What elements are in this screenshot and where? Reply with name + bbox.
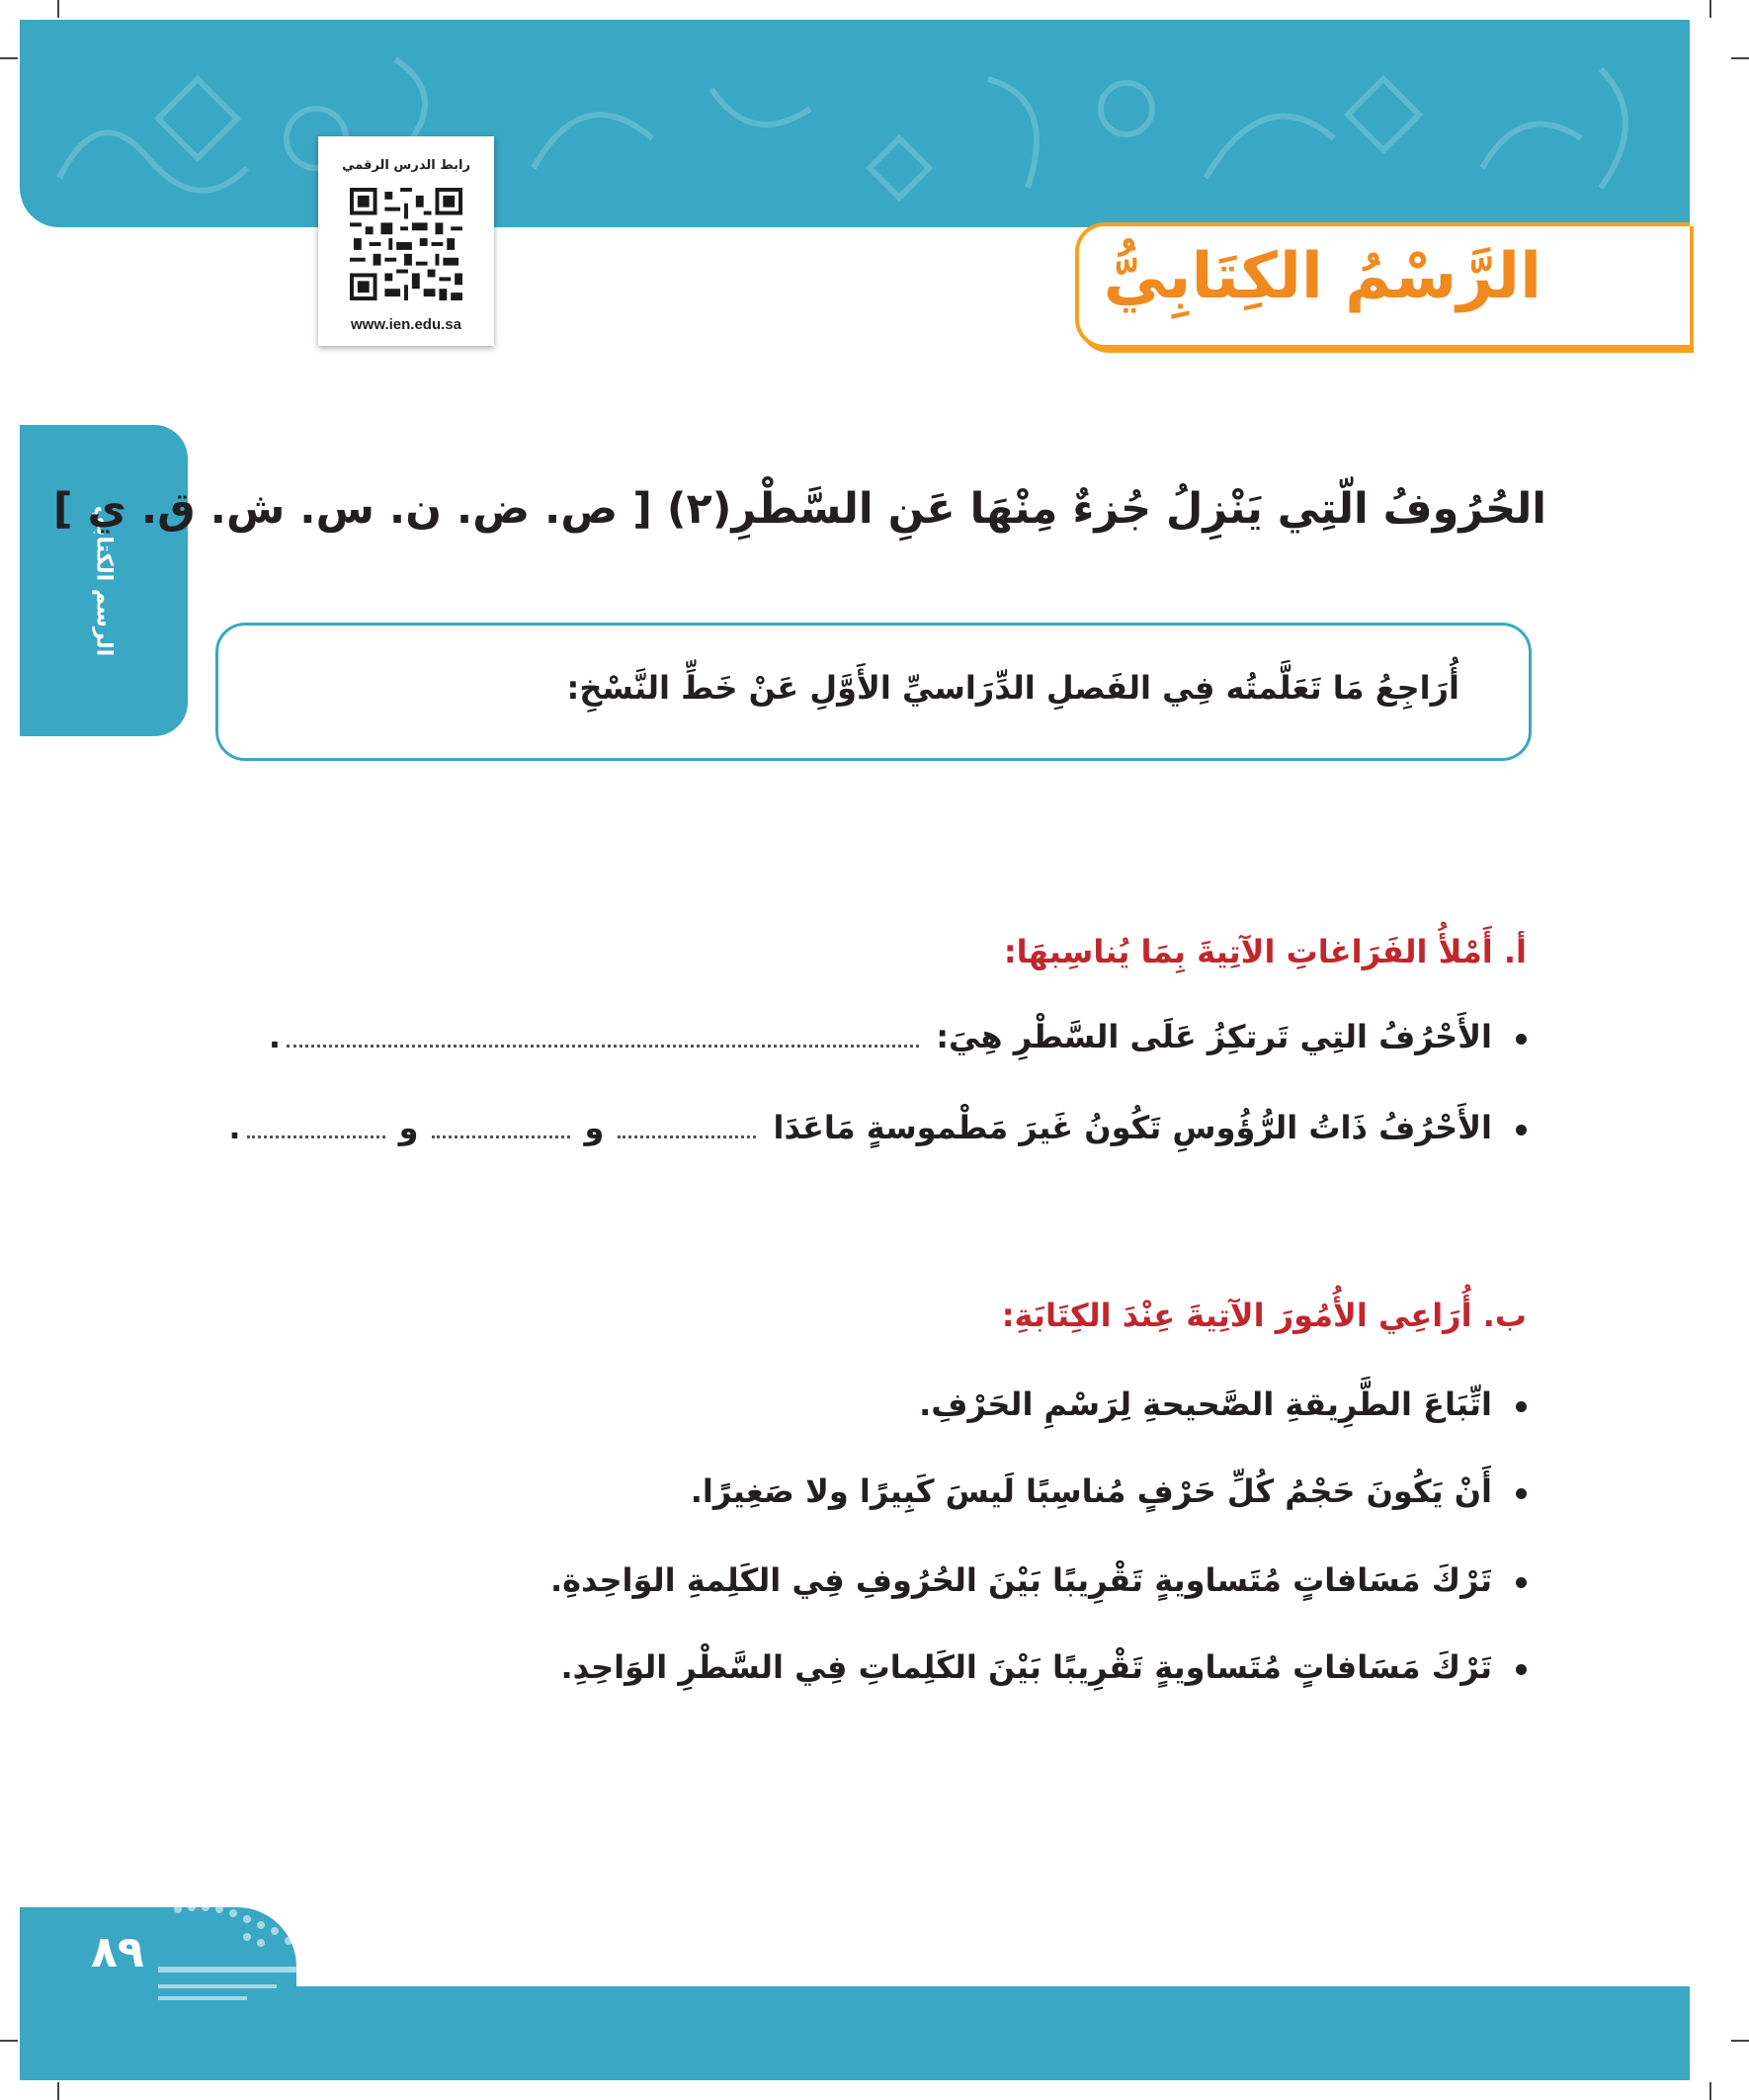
list-item <box>242 1386 1527 1441</box>
crop-mark <box>57 2082 59 2100</box>
header-band <box>20 20 1690 227</box>
review-text: أُرَاجِعُ مَا تَعَلَّمتُه فِي الفَصلِ الدِّرَاسيِّ الأَوَّلِ عَنْ خَطِّ النَّسْخِ: <box>566 669 1459 707</box>
bullet-icon <box>1516 1664 1527 1675</box>
review-box <box>215 623 1532 761</box>
bullet-icon <box>1516 1488 1527 1499</box>
item-end: . <box>268 1018 282 1055</box>
crop-mark <box>0 2040 18 2042</box>
conjunction: و <box>398 1109 419 1146</box>
side-tab-label: الرسم الكتابي <box>91 505 117 656</box>
item-text: تَرْكَ مَسَافاتٍ مُتَساويةٍ تَقْرِيبًا بَيْنَ الحُرُوفِ فِي الكَلِمةِ الوَاحِدةِ. <box>549 1561 1492 1599</box>
calligraphy-pattern <box>20 20 1690 227</box>
item-end: . <box>228 1109 241 1146</box>
crop-mark <box>1731 2040 1749 2042</box>
bullet-icon <box>1516 1125 1527 1135</box>
main-heading: الحُرُوفُ الّتِي يَنْزِلُ جُزءٌ مِنْهَا عَنِ السَّطْرِ(٢) [ ص. ض. ن. س. ش. ق. ي ] <box>52 484 1546 534</box>
qr-url[interactable]: www.ien.edu.sa <box>351 316 461 333</box>
blank-line[interactable] <box>247 1116 385 1138</box>
qr-card[interactable] <box>318 136 494 346</box>
blank-line[interactable] <box>618 1116 756 1138</box>
list-item <box>242 1648 1527 1704</box>
item-text: الأَحْرُفُ ذَاتُ الرُّؤُوسِ تَكُونُ غَيرَ مَطْموسةٍ مَاعَدَا <box>773 1109 1492 1146</box>
item-text: أَنْ يَكُونَ حَجْمُ كُلِّ حَرْفٍ مُناسِبًا لَيسَ كَبِيرًا ولا صَغِيرًا. <box>690 1472 1492 1510</box>
crop-mark <box>1709 0 1711 18</box>
bullet-icon <box>1516 1577 1527 1588</box>
list-item <box>242 1018 1527 1073</box>
bullet-icon <box>1516 1034 1527 1045</box>
section-b-heading: ب. أُرَاعِي الأُمُورَ الآتِيةَ عِنْدَ الكِتَابَةِ: <box>1001 1297 1527 1334</box>
qr-code-icon[interactable] <box>350 188 462 300</box>
list-item <box>228 1109 1527 1164</box>
blank-line[interactable] <box>432 1116 570 1138</box>
bullet-icon <box>1516 1401 1527 1412</box>
section-a-heading: أ. أَمْلأُ الفَرَاغاتِ الآتِيةَ بِمَا يُناسِبهَا: <box>1003 933 1527 970</box>
item-text: الأَحْرُفُ التِي تَرتكِزُ عَلَى السَّطْرِ هِيَ: <box>936 1018 1492 1055</box>
list-item <box>242 1472 1527 1528</box>
item-text: اتِّبَاعَ الطَّرِيقةِ الصَّحيحةِ لِرَسْمِ الحَرْفِ. <box>919 1386 1492 1423</box>
blank-line[interactable] <box>287 1025 919 1048</box>
crop-mark <box>57 0 59 18</box>
item-text: تَرْكَ مَسَافاتٍ مُتَساويةٍ تَقْرِيبًا بَيْنَ الكَلِماتِ فِي السَّطْرِ الوَاحِدِ. <box>560 1648 1492 1686</box>
lesson-title: الرَّسْمُ الكِتَابِيُّ <box>1103 240 1541 313</box>
list-item <box>242 1561 1527 1617</box>
crop-mark <box>0 57 18 59</box>
conjunction: و <box>584 1109 605 1146</box>
page-number: ٨٩ <box>91 1927 144 1977</box>
qr-label: رابط الدرس الرقمي <box>342 158 470 173</box>
crop-mark <box>1731 57 1749 59</box>
crop-mark <box>1709 2082 1711 2100</box>
lesson-title-box <box>1075 222 1690 349</box>
side-tab <box>20 425 188 736</box>
